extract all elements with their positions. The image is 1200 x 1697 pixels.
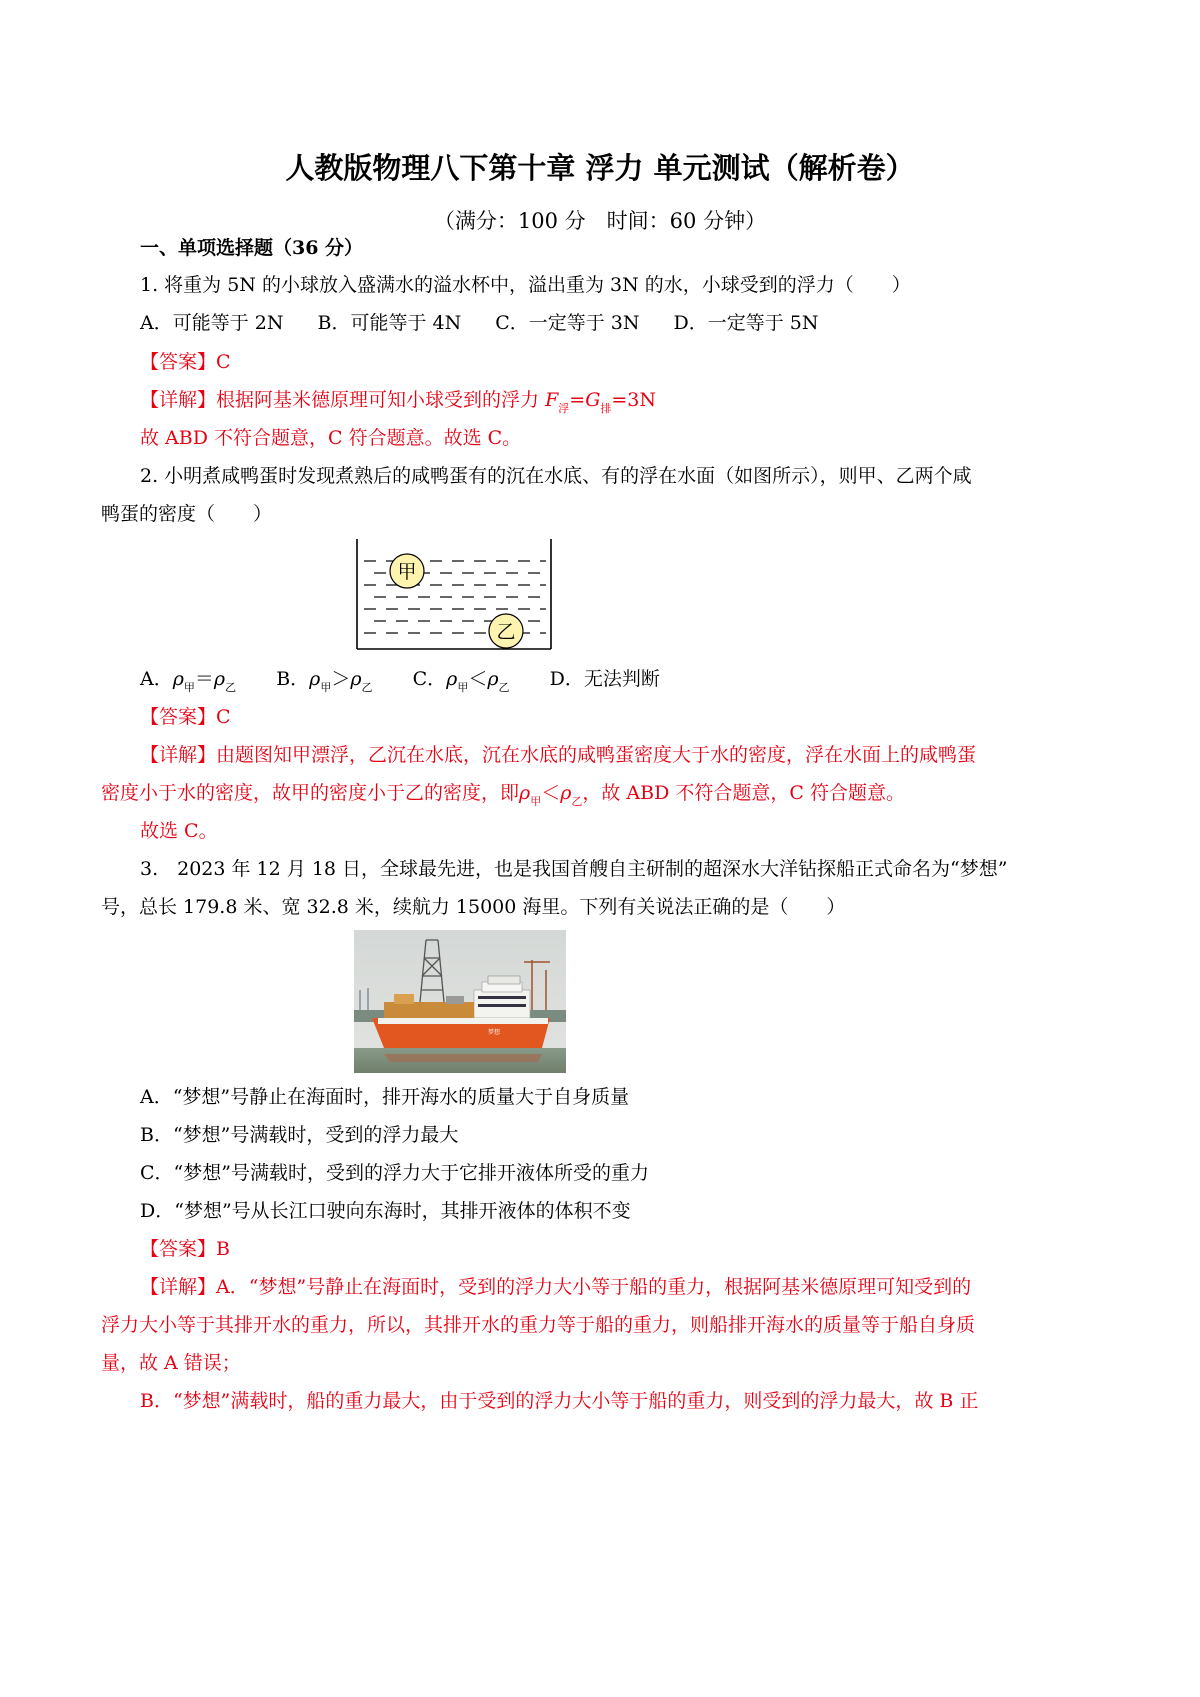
detail-label: 【详解】 (140, 744, 217, 766)
q1-option-d: D．一定等于 5N (673, 312, 819, 334)
rho-symbol: ρ (213, 668, 226, 690)
q2-option-a-label: A． (140, 668, 173, 690)
sub-yi: 乙 (571, 795, 583, 808)
eggs-in-water-figure (350, 535, 560, 653)
formula-eq: = (569, 389, 586, 411)
q3-detail-line1 (140, 1275, 971, 1299)
q2-detail-line3: 故选 C。 (140, 820, 218, 842)
q2-detail-line2 (101, 781, 905, 808)
q2-detail-line1 (140, 743, 976, 767)
detail-text: 密度小于水的密度，故甲的密度小于乙的密度，即 (101, 782, 520, 804)
egg-yi-label: 乙 (496, 621, 516, 643)
less-sign: ＜ (541, 782, 561, 804)
q3-detail-line4: B．“梦想”满载时，船的重力最大，由于受到的浮力大小等于船的重力，则受到的浮力最大，故 B 正 (140, 1390, 979, 1412)
q2-option-d: D．无法判断 (549, 668, 660, 690)
sub-yi: 乙 (225, 681, 237, 694)
ship-name-label: 梦想 (487, 1029, 501, 1036)
q1-option-b: B．可能等于 4N (317, 312, 462, 334)
q3-answer (140, 1237, 230, 1261)
rho-symbol: ρ (172, 668, 184, 690)
sub-yi: 乙 (361, 681, 373, 694)
q3-stem-line2: 号，总长 179.8 米、宽 32.8 米，续航力 15000 海里。下列有关说法正确的是（ ） (101, 896, 846, 918)
section-heading: 一、单项选择题（36 分） (140, 237, 364, 259)
rho-symbol: ρ (487, 668, 499, 690)
q2-answer (140, 705, 231, 729)
detail-text: ，故 ABD 不符合题意，C 符合题意。 (582, 782, 905, 804)
detail-text: 根据阿基米德原理可知小球受到的浮力 (216, 389, 540, 411)
detail-text: 由题图知甲漂浮，乙沉在水底，沉在水底的咸鸭蛋密度大于水的密度，浮在水面上的咸鸭蛋 (216, 744, 977, 766)
sub-jia: 甲 (457, 681, 469, 694)
rho-symbol: ρ (519, 782, 531, 804)
detail-label: 【详解】 (140, 1276, 217, 1298)
q1-stem: 1. 将重为 5N 的小球放入盛满水的溢水杯中，溢出重为 3N 的水，小球受到的浮力（ ） (140, 274, 911, 296)
formula-f: F (545, 389, 559, 411)
q1-answer (140, 350, 231, 374)
answer-value: C (216, 706, 231, 728)
formula-g: G (585, 389, 601, 411)
greater-sign: ＞ (331, 668, 351, 690)
formula-value: =3N (611, 389, 657, 411)
document-title: 人教版物理八下第十章 浮力 单元测试（解析卷） (285, 151, 915, 185)
answer-label: 【答案】 (140, 706, 217, 728)
q3-detail-line3: 量，故 A 错误； (101, 1352, 241, 1374)
q3-detail-line2: 浮力大小等于其排开水的重力，所以，其排开水的重力等于船的重力，则船排开海水的质量等于船自身质 (101, 1314, 976, 1336)
formula-sub-fu: 浮 (558, 402, 570, 415)
ship-photo (354, 930, 566, 1073)
q2-stem-line1: 2. 小明煮咸鸭蛋时发现煮熟后的咸鸭蛋有的沉在水底、有的浮在水面（如图所示），则甲、乙两个咸 (140, 465, 972, 487)
answer-label: 【答案】 (140, 1238, 217, 1260)
sub-jia: 甲 (320, 681, 332, 694)
q1-options (140, 311, 819, 335)
rho-symbol: ρ (560, 782, 572, 804)
sub-jia: 甲 (183, 681, 195, 694)
q1-option-a: A．可能等于 2N (140, 312, 284, 334)
sub-jia: 甲 (530, 795, 542, 808)
q1-option-c: C．一定等于 3N (495, 312, 640, 334)
q3-option-c: C．“梦想”号满载时，受到的浮力大于它排开液体所受的重力 (140, 1162, 649, 1184)
less-sign: ＜ (468, 668, 488, 690)
rho-symbol: ρ (309, 668, 321, 690)
egg-jia (390, 554, 424, 588)
q2-options (140, 667, 660, 694)
rho-symbol: ρ (350, 668, 362, 690)
equals-sign: ＝ (194, 668, 214, 690)
detail-text: A．“梦想”号静止在海面时，受到的浮力大小等于船的重力，根据阿基米德原理可知受到的 (216, 1276, 972, 1298)
answer-value: B (216, 1238, 230, 1260)
answer-label: 【答案】 (140, 351, 217, 373)
formula-sub-pai: 排 (600, 402, 612, 415)
q2-stem-line2: 鸭蛋的密度（ ） (101, 503, 273, 525)
q1-detail-line2: 故 ABD 不符合题意，C 符合题意。故选 C。 (140, 427, 522, 449)
q3-stem-line1: 3. 2023 年 12 月 18 日，全球最先进，也是我国首艘自主研制的超深水大洋钻探船正式命名为“梦想” (140, 858, 1008, 880)
q3-option-a: A．“梦想”号静止在海面时，排开海水的质量大于自身质量 (140, 1086, 630, 1108)
q1-detail (140, 388, 656, 415)
answer-value: C (216, 351, 231, 373)
q2-option-b-label: B． (276, 668, 310, 690)
egg-yi (489, 614, 523, 648)
document-subtitle: （满分：100 分 时间：60 分钟） (433, 209, 767, 233)
egg-jia-label: 甲 (397, 561, 417, 583)
q3-option-b: B．“梦想”号满载时，受到的浮力最大 (140, 1124, 459, 1146)
detail-label: 【详解】 (140, 389, 217, 411)
rho-symbol: ρ (446, 668, 458, 690)
q3-option-d: D．“梦想”号从长江口驶向东海时，其排开液体的体积不变 (140, 1200, 631, 1222)
q2-option-c-label: C． (412, 668, 447, 690)
sub-yi: 乙 (498, 681, 510, 694)
